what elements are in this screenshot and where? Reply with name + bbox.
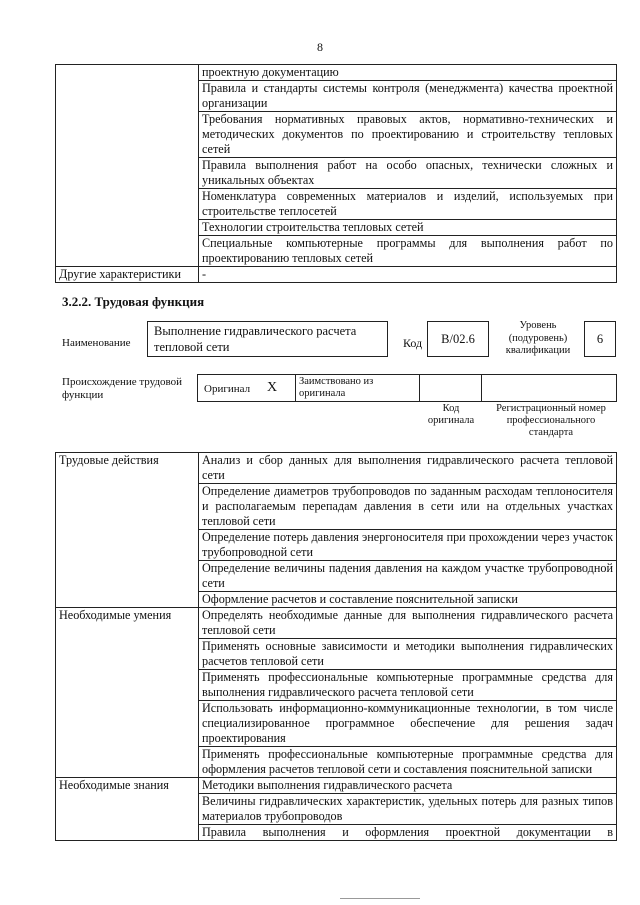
table-row bbox=[56, 608, 617, 639]
group-label: Необходимые умения bbox=[56, 608, 199, 778]
table-cell: проектную документацию bbox=[199, 65, 617, 81]
table-cell: Оформление расчетов и составление пояснительной записки bbox=[199, 592, 617, 608]
table-cell: Использовать информационно-коммуникационные технологии, в том числе специализированное программное обеспечение для решения задач проектирования bbox=[199, 701, 617, 747]
page-number: 8 bbox=[317, 40, 323, 54]
table-cell: Применять профессиональные компьютерные программные средства для оформления расчетов тепловой сети и составления пояснительной записки bbox=[199, 747, 617, 778]
divider bbox=[295, 375, 296, 401]
reg-number-caption: Регистрационный номер профессионального стандарта bbox=[496, 403, 606, 438]
table-cell: Методики выполнения гидравлического расчета bbox=[199, 778, 617, 794]
original-mark: X bbox=[267, 380, 278, 395]
code-original-caption: Код оригинала bbox=[427, 403, 475, 426]
level-label: Уровень (подуровень) квалификации bbox=[505, 320, 571, 356]
table-cell: Специальные компьютерные программы для выполнения работ по проектированию тепловых сетей bbox=[199, 236, 617, 267]
group-label: Необходимые знания bbox=[56, 778, 199, 841]
table-cell: Применять профессиональные компьютерные программные средства для выполнения гидравлического расчета тепловой сети bbox=[199, 670, 617, 701]
divider bbox=[481, 375, 482, 401]
table-row bbox=[56, 778, 617, 794]
group-label: Трудовые действия bbox=[56, 453, 199, 608]
table-cell: - bbox=[199, 267, 617, 283]
name-label: Наименование bbox=[62, 337, 131, 349]
table-cell: Правила выполнения работ на особо опасных, технически сложных и уникальных объектах bbox=[199, 158, 617, 189]
table-cell: Анализ и сбор данных для выполнения гидравлического расчета тепловой сети bbox=[199, 453, 617, 484]
table-cell: Применять основные зависимости и методики выполнения гидравлических расчетов тепловой сети bbox=[199, 639, 617, 670]
table-cell: Величины гидравлических характеристик, удельных потерь для разных типов материалов трубопроводов bbox=[199, 794, 617, 825]
table-row bbox=[56, 267, 617, 283]
table-cell: Правила и стандарты системы контроля (менеджмента) качества проектной организации bbox=[199, 81, 617, 112]
original-label: Оригинал bbox=[204, 383, 251, 395]
row-label: Другие характеристики bbox=[56, 267, 199, 283]
footer-mark bbox=[340, 898, 420, 899]
row-label-empty bbox=[56, 65, 199, 267]
table-cell: Определение диаметров трубопроводов по заданным расходам теплоносителя и располагаемым перепадам давления в сети или на отдельных участках тепловой сети bbox=[199, 484, 617, 530]
table-row bbox=[56, 453, 617, 484]
table-row bbox=[56, 65, 617, 81]
origin-label: Происхождение трудовой функции bbox=[62, 376, 183, 401]
origin-box bbox=[197, 374, 617, 402]
table-cell: Номенклатура современных материалов и изделий, используемых при строительстве теплосетей bbox=[199, 189, 617, 220]
table-cell: Технологии строительства тепловых сетей bbox=[199, 220, 617, 236]
table-cell: Определять необходимые данные для выполнения гидравлического расчета тепловой сети bbox=[199, 608, 617, 639]
divider bbox=[419, 375, 420, 401]
level-value-box: 6 bbox=[584, 321, 616, 357]
table-cell: Определение потерь давления энергоносителя при прохождении через участок трубопроводной сети bbox=[199, 530, 617, 561]
section-title: 3.2.2. Трудовая функция bbox=[62, 294, 205, 309]
code-value-box: B/02.6 bbox=[427, 321, 489, 357]
table-cell: Правила выполнения и оформления проектной документации в bbox=[199, 825, 617, 841]
knowledge-table-continued bbox=[55, 64, 617, 283]
function-name-box: Выполнение гидравлического расчета тепловой сети bbox=[147, 321, 388, 357]
table-cell: Определение величины падения давления на каждом участке трубопроводной сети bbox=[199, 561, 617, 592]
table-cell: Требования нормативных правовых актов, нормативно-технических и методических документов по проектированию и строительству тепловых сетей bbox=[199, 112, 617, 158]
borrowed-label: Заимствовано из оригинала bbox=[299, 376, 374, 399]
labor-function-table bbox=[55, 452, 617, 841]
code-label: Код bbox=[403, 336, 423, 350]
